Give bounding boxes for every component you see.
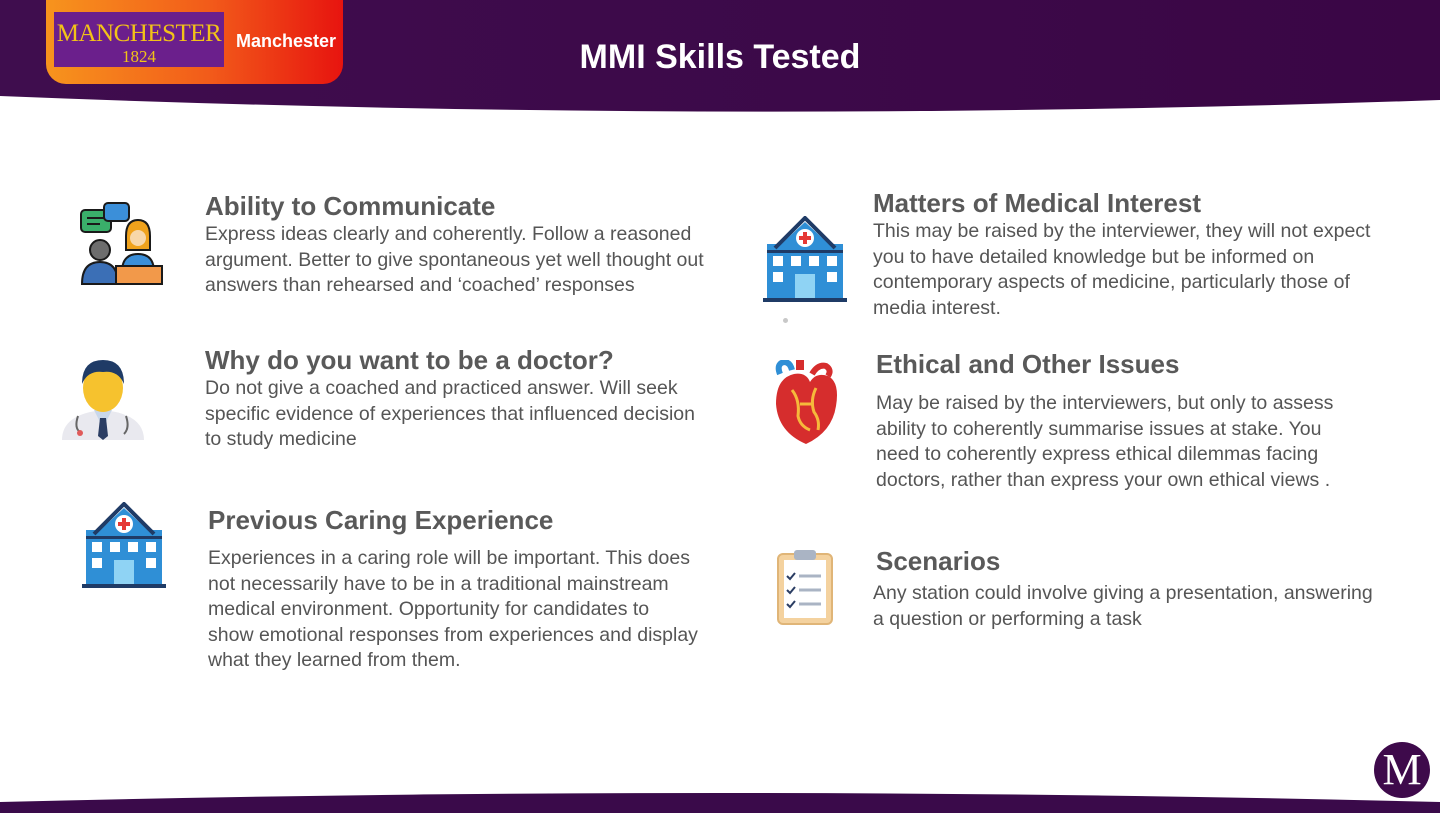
page-title: MMI Skills Tested (579, 38, 861, 76)
header-banner (0, 0, 1440, 118)
logo-year: 1824 (122, 47, 156, 66)
footer-banner (0, 788, 1440, 813)
item-ability-to-communicate (205, 190, 705, 299)
item-body: Do not give a coached and practiced answer. Will seek specific evidence of experiences that influenced decision to study medicine (205, 377, 695, 451)
item-title: Scenarios (876, 546, 1001, 576)
item-body: Experiences in a caring role will be important. This does not necessarily have to be in a traditional mainstream medical environment. Opportunity for candidates to show emotional responses from experiences and display what they learned from them. (208, 547, 698, 672)
item-title: Matters of Medical Interest (873, 188, 1201, 218)
item-matters-of-medical-interest (873, 187, 1373, 321)
heart-icon (770, 360, 842, 446)
item-body: May be raised by the interviewers, but only to assess ability to coherently summarise issues at stake. You need to coherently express ethical dilemmas facing doctors, rather than express your own ethical views . (876, 392, 1334, 491)
item-body: This may be raised by the interviewer, they will not expect you to have detailed knowledge but be informed on contemporary aspects of medicine, particularly those of media interest. (873, 220, 1371, 319)
item-previous-caring-experience (208, 504, 698, 674)
communication-icon (78, 200, 166, 288)
item-title: Previous Caring Experience (208, 505, 554, 535)
brand-logo[interactable]: M (1374, 742, 1430, 798)
item-body: Any station could involve giving a presentation, answering a question or performing a task (873, 582, 1373, 630)
item-title: Ethical and Other Issues (876, 349, 1180, 379)
decorative-dot (783, 318, 788, 323)
logo-word: MANCHESTER (56, 20, 222, 47)
item-title: Ability to Communicate (205, 191, 496, 221)
logo-label: Manchester (236, 31, 337, 51)
item-title: Why do you want to be a doctor? (205, 345, 614, 375)
item-why-doctor (205, 344, 705, 453)
item-body: Express ideas clearly and coherently. Follow a reasoned argument. Better to give spontaneous yet well thought out answers than rehearsed and ‘coached’ responses (205, 223, 704, 297)
checklist-icon (776, 548, 834, 626)
item-scenarios (873, 545, 1373, 632)
hospital-icon (80, 502, 168, 588)
item-ethical-issues (876, 348, 1366, 493)
hospital-icon (761, 216, 849, 302)
doctor-icon (60, 356, 146, 442)
